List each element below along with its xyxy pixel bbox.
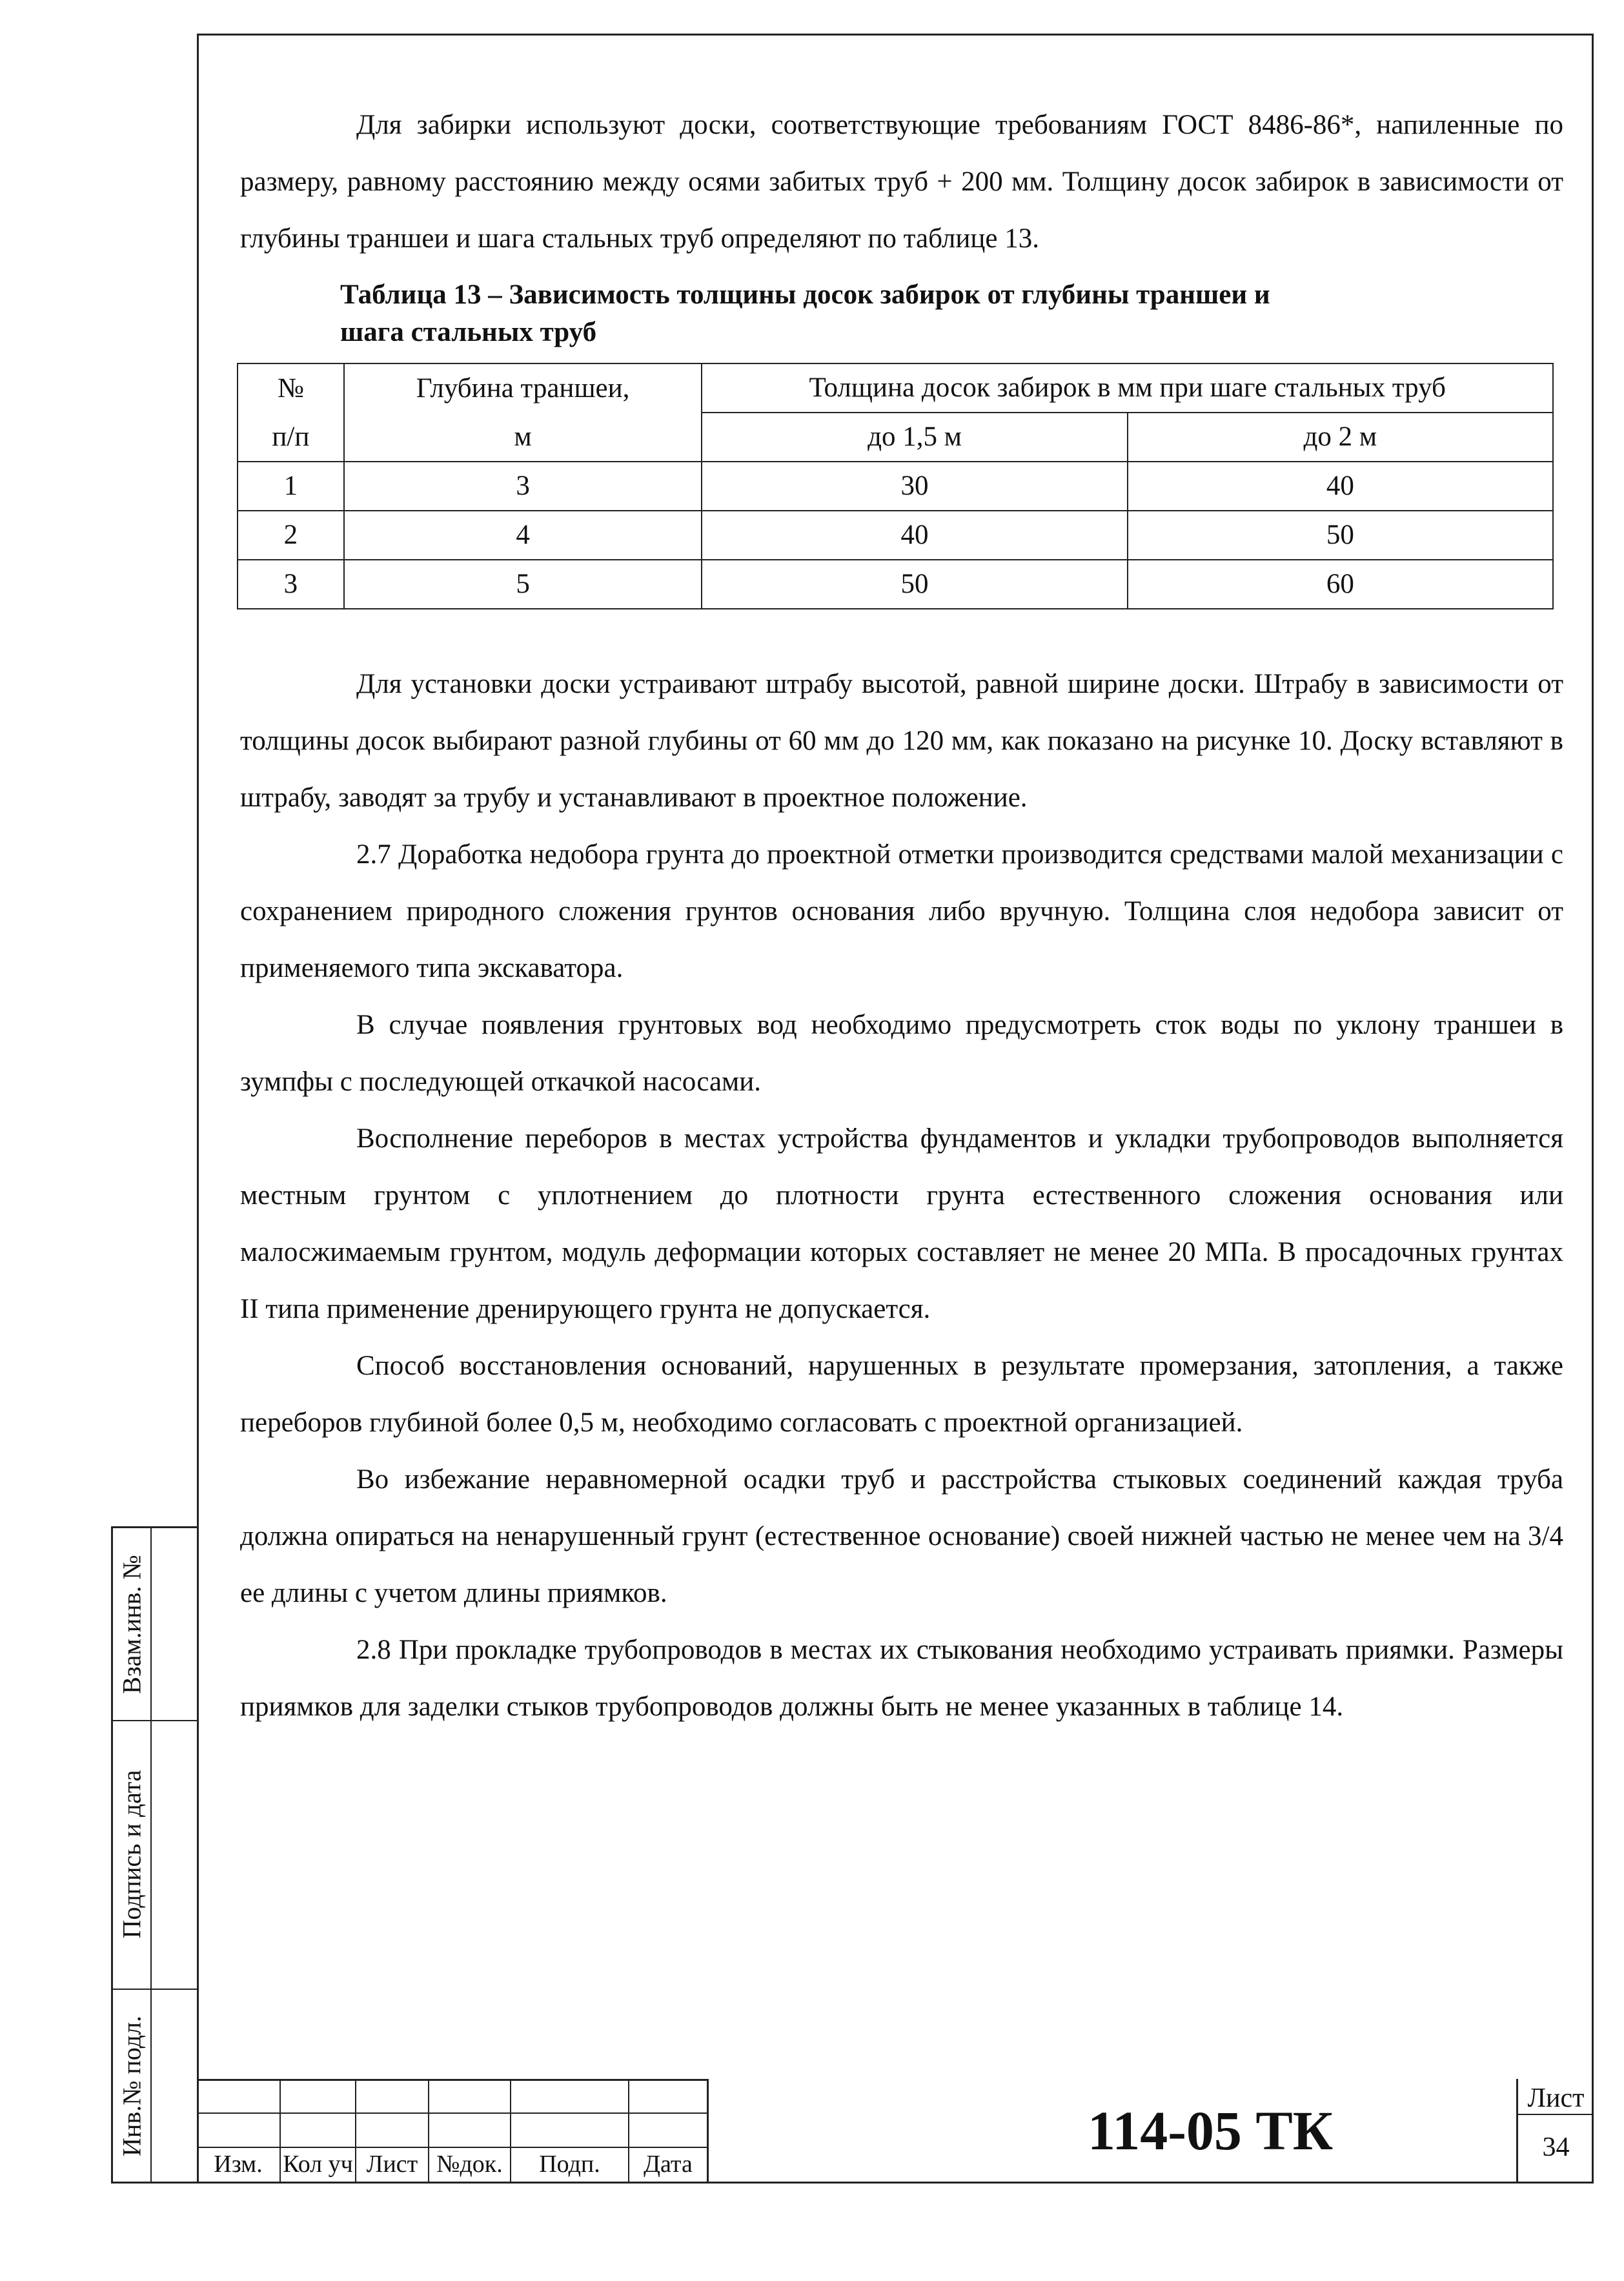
table-row — [238, 462, 1553, 511]
table-cell: 50 — [1128, 511, 1553, 560]
tb-data: Дата — [644, 2151, 693, 2178]
table-cell: 60 — [1128, 560, 1553, 609]
table-cell: 30 — [702, 462, 1127, 511]
header-num-2: п/п — [238, 413, 344, 462]
table-subheader-row — [238, 413, 1553, 462]
paragraph: Для установки доски устраивают штрабу высотой, равной ширине доски. Штрабу в зависимости от толщины досок выбирают разной глубины от 60 мм до 120 мм, как показано на рисунке 10. Доску вставляют в штрабу, заводят за трубу и устанавливают в проектное положение. — [240, 669, 1563, 813]
table-cell: 3 — [238, 560, 344, 609]
table-row — [238, 560, 1553, 609]
header-depth-unit: м — [344, 413, 702, 462]
tb-sheet-number: 34 — [1542, 2133, 1570, 2162]
document-body — [240, 97, 1563, 1735]
table-cell: 40 — [702, 511, 1127, 560]
table-cell: 50 — [702, 560, 1127, 609]
paragraph: Восполнение переборов в местах устройства фундаментов и укладки трубопроводов выполняется местным грунтом с уплотнением до плотности грунта естественного сложения основания или малосжимаемым грунтом, модуль деформации которых составляет не менее 20 МПа. В просадочных грунтах II типа применение дренирующего грунта не допускается. — [240, 1123, 1563, 1324]
tb-kol: Кол уч — [283, 2151, 353, 2178]
table-cell: 1 — [238, 462, 344, 511]
table-cell: 2 — [238, 511, 344, 560]
paragraph: Во избежание неравномерной осадки труб и расстройства стыковых соединений каждая труба должна опираться на ненарушенный грунт (естественное основание) своей нижней частью не менее чем на 3/4 ее длины с учетом длины приямков. — [240, 1464, 1563, 1608]
title-block — [197, 2079, 1594, 2184]
tb-ndok: №док. — [436, 2151, 503, 2178]
table-caption: Таблица 13 – Зависимость толщины досок забирок от глубины траншеи и шага стальных труб — [340, 280, 1270, 347]
table-cell: 5 — [344, 560, 702, 609]
side-row-podpis — [113, 1720, 199, 1989]
paragraph: Способ восстановления оснований, нарушенных в результате промерзания, затопления, а также переборов глубиной более 0,5 м, необходимо согласовать с проектной организацией. — [240, 1351, 1563, 1438]
side-label-inv: Инв.№ подл. — [117, 2016, 147, 2156]
tb-list: Лист — [366, 2151, 418, 2178]
document-code: 114-05 ТК — [1087, 2100, 1334, 2162]
table-row — [238, 511, 1553, 560]
table-cell: 3 — [344, 462, 702, 511]
tb-sheet-label: Лист — [1527, 2083, 1585, 2113]
paragraph: 2.8 При прокладке трубопроводов в местах их стыкования необходимо устраивать приямки. Размеры приямков для заделки стыков трубопроводов должны быть не менее указанных в таблице 14. — [240, 1635, 1563, 1722]
table-13 — [237, 363, 1554, 609]
paragraph: Для забирки используют доски, соответствующие требованиям ГОСТ 8486-86*, напиленные по размеру, равному расстоянию между осями забитых труб + 200 мм. Толщину досок забирок в зависимости от глубины траншеи и шага стальных труб определяют по таблице 13. — [240, 110, 1563, 254]
tb-izm: Изм. — [214, 2151, 263, 2178]
side-row-vzam — [113, 1528, 199, 1720]
header-thickness: Толщина досок забирок в мм при шаге стальных труб — [702, 363, 1553, 413]
side-label-podpis: Подпись и дата — [117, 1770, 147, 1939]
tb-podp: Подп. — [539, 2151, 600, 2178]
side-stamp — [111, 1526, 199, 2184]
paragraph: 2.7 Доработка недобора грунта до проектной отметки производится средствами малой механизации с сохранением природного сложения грунтов основания либо вручную. Толщина слоя недобора зависит от применяемого типа экскаватора. — [240, 839, 1563, 983]
side-label-vzam: Взам.инв. № — [117, 1554, 147, 1694]
header-depth: Глубина траншеи, — [344, 363, 702, 413]
header-num: № — [238, 363, 344, 413]
table-header-row — [238, 363, 1553, 413]
table-cell: 4 — [344, 511, 702, 560]
header-step-b: до 2 м — [1128, 413, 1553, 462]
header-step-a: до 1,5 м — [702, 413, 1127, 462]
table-cell: 40 — [1128, 462, 1553, 511]
side-row-inv — [113, 1989, 199, 2184]
paragraph: В случае появления грунтовых вод необходимо предусмотреть сток воды по уклону траншеи в зумпфы с последующей откачкой насосами. — [240, 1010, 1563, 1097]
